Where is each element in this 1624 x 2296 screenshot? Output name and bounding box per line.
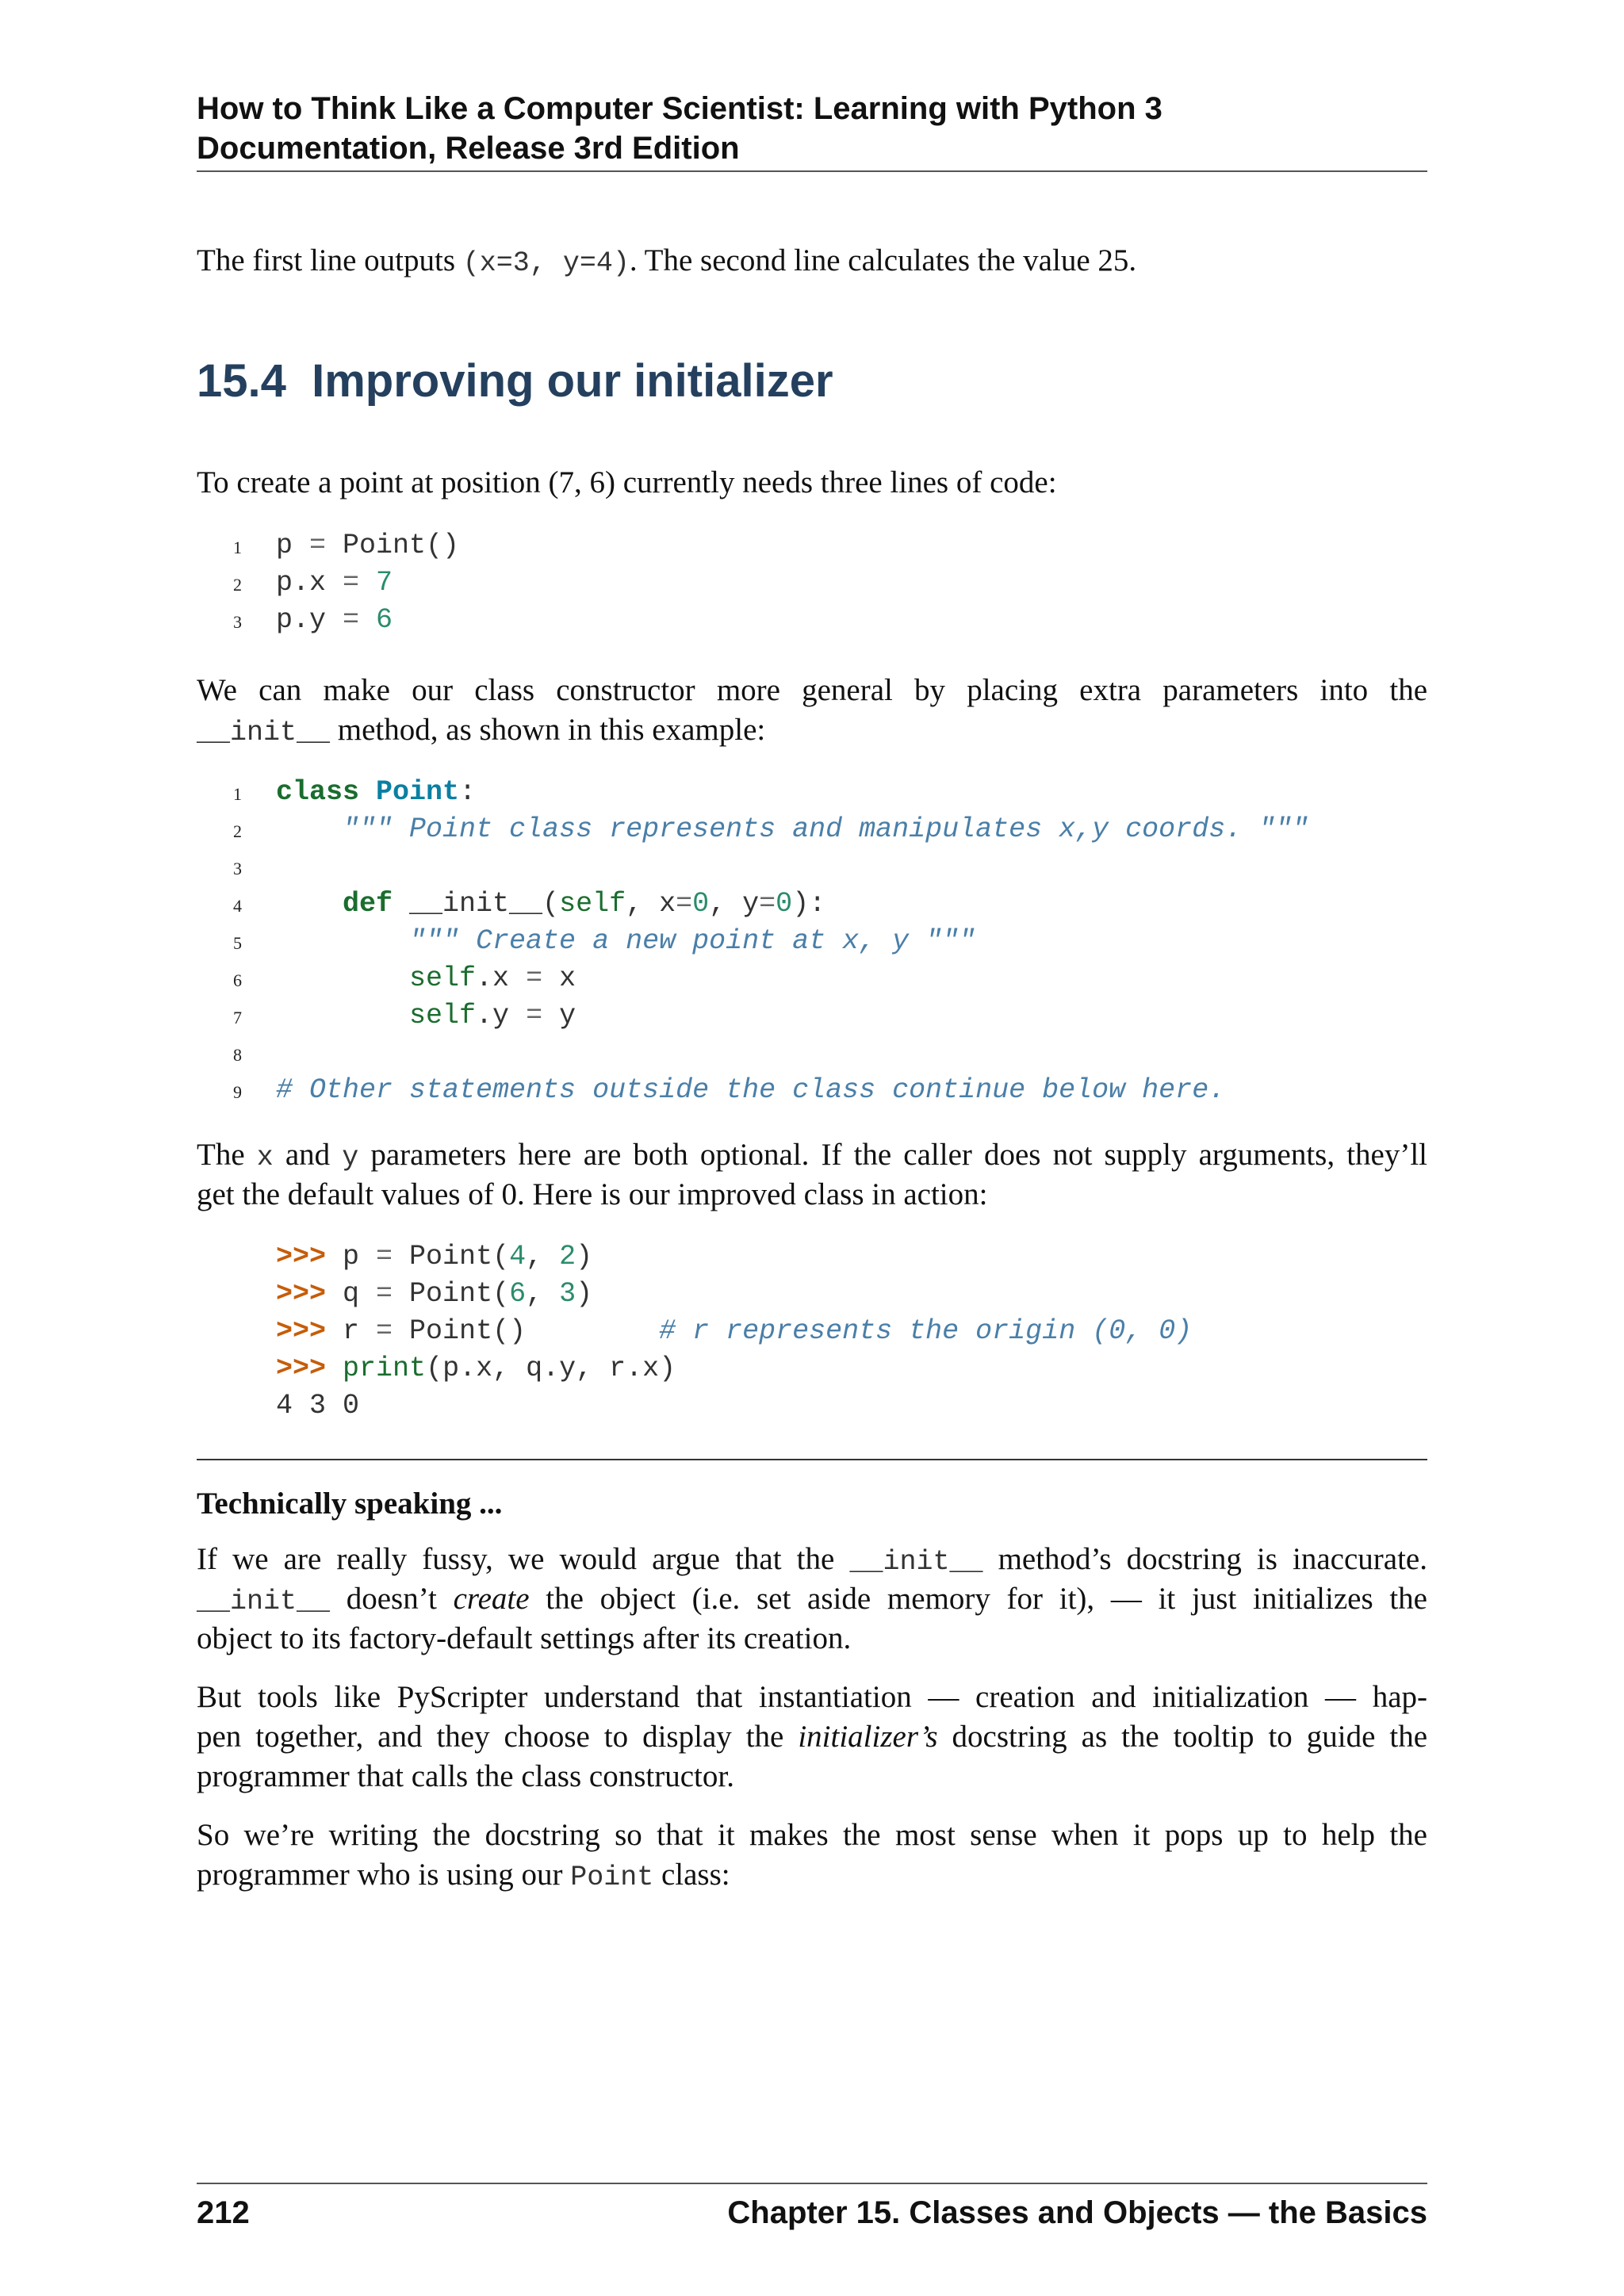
code-comment: # Other statements outside the class continue below here. xyxy=(276,1074,1226,1106)
inline-code: __init__ xyxy=(197,717,331,748)
line-number: 3 xyxy=(233,859,242,878)
prompt: >>> xyxy=(276,1241,327,1272)
line-number: 1 xyxy=(233,784,242,804)
code-line: >>> q = Point(6, 3) xyxy=(276,1278,593,1310)
running-header-line-1: How to Think Like a Computer Scientist: Learning with Python 3 xyxy=(197,91,1162,126)
code-output: 4 3 0 xyxy=(276,1390,360,1422)
inline-code: Point xyxy=(570,1862,654,1893)
paragraph-constructor-line-1: We can make our class constructor more general by placing extra parameters into the xyxy=(197,673,1427,707)
header-rule xyxy=(197,170,1427,172)
code-line: >>> print(p.x, q.y, r.x) xyxy=(276,1353,676,1384)
prompt: >>> xyxy=(276,1353,327,1384)
footer-rule xyxy=(197,2183,1427,2184)
topic-p2-line-1: But tools like PyScripter understand that instantiation — creation and initialization — hap- xyxy=(197,1680,1427,1714)
code-line xyxy=(197,1072,1427,1109)
paragraph-point-lines: To create a point at position (7, 6) currently needs three lines of code: xyxy=(197,465,1057,499)
topic-p2-line-2: pen together, and they choose to display the initializer’s docstring as the tooltip to guide the xyxy=(197,1720,1428,1754)
code-block-point-class xyxy=(197,774,1427,1109)
topic-p1-line-2: __init__ doesn’t create the object (i.e. set aside memory for it), — it just initializes the xyxy=(197,1582,1427,1617)
line-number: 4 xyxy=(233,896,242,916)
code-line: 4 def __init__(self, x=0, y=0): xyxy=(197,886,1427,923)
init-docstring: """ Create a new point at x, y """ xyxy=(409,925,976,957)
inline-code: (x=3, y=4) xyxy=(462,247,630,279)
code-block-interactive-session xyxy=(197,1238,1427,1425)
topic-p2-line-3: programmer that calls the class constructor. xyxy=(197,1759,734,1793)
topic-title: Technically speaking ... xyxy=(197,1487,503,1521)
topic-p3-line-1: So we’re writing the docstring so that it makes the most sense when it pops up to help the xyxy=(197,1818,1427,1852)
line-number: 8 xyxy=(233,1045,242,1065)
code-line: 7 self.y = y xyxy=(197,997,1427,1035)
line-number: 2 xyxy=(233,575,242,595)
chapter-title: Chapter 15. Classes and Objects — the Basics xyxy=(727,2195,1427,2230)
line-number: 1 xyxy=(233,538,242,557)
topic-rule xyxy=(197,1459,1427,1460)
emphasis: create xyxy=(453,1582,530,1616)
code-comment: # r represents the origin (0, 0) xyxy=(659,1315,1193,1347)
code-line: 1 p = Point() xyxy=(197,527,1427,564)
inline-code: x xyxy=(256,1142,274,1173)
code-line xyxy=(197,923,1427,960)
class-docstring: """ Point class represents and manipulates x,y coords. """ xyxy=(343,813,1309,845)
topic-p1-line-3: object to its factory-default settings after its creation. xyxy=(197,1621,852,1655)
line-number: 3 xyxy=(233,612,242,632)
intro-paragraph: The first line outputs (x=3, y=4). The second line calculates the value 25. xyxy=(197,243,1137,279)
code-block-point-assignment xyxy=(197,527,1427,639)
code-line xyxy=(197,848,1427,886)
code-line xyxy=(197,1035,1427,1072)
topic-p3-line-2: programmer who is using our Point class: xyxy=(197,1858,730,1893)
prompt: >>> xyxy=(276,1278,327,1310)
paragraph-optional-line-1: The x and y parameters here are both optional. If the caller does not supply arguments, they’ll xyxy=(197,1138,1427,1173)
code-line: 1 class Point: xyxy=(197,774,1427,811)
document-page xyxy=(197,0,1427,2296)
code-line: >>> p = Point(4, 2) xyxy=(276,1241,593,1272)
page-number: 212 xyxy=(197,2195,250,2230)
code-line: 6 self.x = x xyxy=(197,960,1427,997)
line-number: 7 xyxy=(233,1008,242,1027)
section-title-text: Improving our initializer xyxy=(312,355,833,407)
emphasis: initializer’s xyxy=(798,1720,938,1754)
topic-p1-line-1: If we are really fussy, we would argue that the __init__ method’s docstring is inaccurate. xyxy=(197,1542,1427,1578)
code-line xyxy=(197,811,1427,848)
code-line: >>> r = Point() # r represents the origin (0, 0) xyxy=(276,1315,1193,1347)
paragraph-optional-line-2: get the default values of 0. Here is our improved class in action: xyxy=(197,1177,988,1211)
line-number: 5 xyxy=(233,933,242,953)
inline-code: __init__ xyxy=(197,1586,331,1617)
line-number: 2 xyxy=(233,821,242,841)
running-header xyxy=(197,89,1427,168)
prompt: >>> xyxy=(276,1315,327,1347)
paragraph-constructor-line-2: __init__ method, as shown in this example: xyxy=(197,713,766,748)
line-number: 9 xyxy=(233,1082,242,1102)
section-number: 15.4 xyxy=(197,355,286,407)
inline-code: y xyxy=(342,1142,359,1173)
code-line: 2 p.x = 7 xyxy=(197,564,1427,602)
inline-code: __init__ xyxy=(849,1546,983,1578)
code-line: 3 p.y = 6 xyxy=(197,602,1427,639)
line-number: 6 xyxy=(233,970,242,990)
running-header-line-2: Documentation, Release 3rd Edition xyxy=(197,131,740,166)
section-heading xyxy=(197,354,1427,409)
